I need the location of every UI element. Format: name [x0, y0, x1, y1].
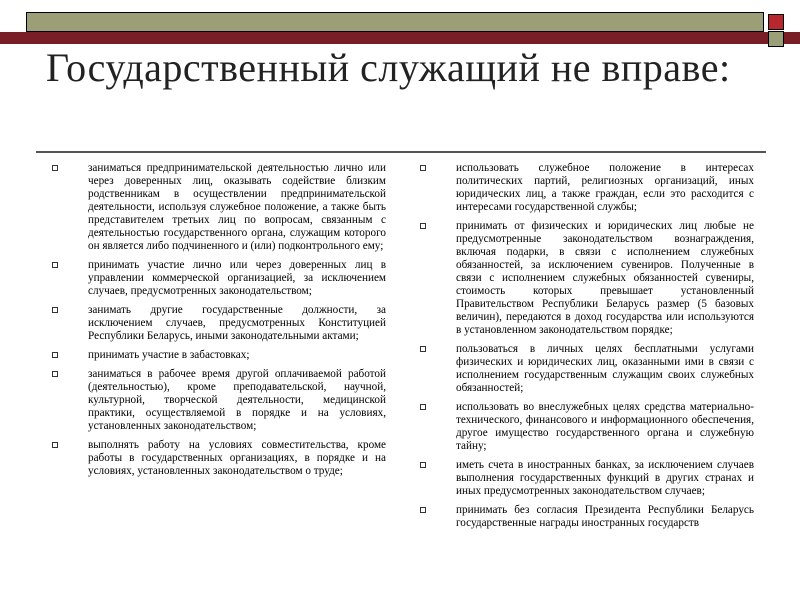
hollow-square-icon: [52, 442, 58, 448]
list-item-text: принимать без согласия Президента Республики Беларусь государственные награды иностранных государств: [456, 504, 754, 529]
list-item: [416, 343, 754, 395]
list-item-text: использовать служебное положение в интересах политических партий, религиозных организаций, иных юридических лиц, а также граждан, если это расходится с интересами государственной службы;: [456, 162, 754, 213]
list-item: [48, 368, 386, 433]
list-item-text: выполнять работу на условиях совместительства, кроме работы в государственных организациях, в порядке и на условиях, установленных законодательством о труде;: [88, 439, 386, 477]
list-item-text: использовать во внеслужебных целях средства материально-технического, финансового и информационного обеспечения, другое имущество государственного органа и служебную тайну;: [456, 401, 754, 452]
list-item: [48, 304, 386, 343]
list-item-text: принимать участие лично или через доверенных лиц в управлении коммерческой организацией, за исключением случаев, предусмотренных законодательством;: [88, 259, 386, 297]
hollow-square-icon: [420, 462, 426, 468]
hollow-square-icon: [420, 165, 426, 171]
list-item-text: принимать от физических и юридических лиц любые не предусмотренные законодательством вознаграждения, включая подарки, в связи с исполнением служебных обязанностей, за исключением сувениров. Полученные в связи с исполнением служебных обязанностей сувениры, стоимость которых превышает установленный Правительством Республики Беларусь размер (5 базовых величин), передаются в доход государства или используются в установленном законодательством порядке;: [456, 220, 754, 336]
hollow-square-icon: [52, 352, 58, 358]
hollow-square-icon: [52, 165, 58, 171]
hollow-square-icon: [52, 307, 58, 313]
list-item: [48, 259, 386, 298]
hollow-square-icon: [420, 223, 426, 229]
list-item-text: заниматься в рабочее время другой оплачиваемой работой (деятельностью), кроме преподавательской, научной, культурной, творческой деятельности, медицинской практики, осуществляемой в порядке и на условиях, установленных законодательством;: [88, 368, 386, 432]
title-divider: [36, 151, 766, 153]
right-column-list: [416, 162, 754, 536]
list-item: [416, 504, 754, 530]
hollow-square-icon: [420, 346, 426, 352]
slide-header-bar: [0, 10, 800, 46]
dark-red-band: [0, 32, 800, 44]
corner-square-olive: [768, 31, 784, 47]
hollow-square-icon: [52, 371, 58, 377]
list-item: [416, 459, 754, 498]
list-item-text: пользоваться в личных целях бесплатными услугами физических и юридических лиц, оказанными ими в связи с исполнением государственным служащим своих служебных обязанностей;: [456, 343, 754, 394]
page-title: Государственный служащий не вправе:: [46, 45, 731, 90]
list-item-text: занимать другие государственные должности, за исключением случаев, предусмотренных Конституцией Республики Беларусь, иными законодательными актами;: [88, 304, 386, 342]
left-column-list: [48, 162, 386, 484]
list-item: [416, 220, 754, 337]
list-item: [48, 439, 386, 478]
hollow-square-icon: [52, 262, 58, 268]
list-item-text: иметь счета в иностранных банках, за исключением случаев выполнения государственных функций в других странах и иных предусмотренных законодательством случаев;: [456, 459, 754, 497]
list-item-text: заниматься предпринимательской деятельностью лично или через доверенных лиц, оказывать содействие близким родственникам в осуществлении предпринимательской деятельности, используя служебное положение, а также быть представителем третьих лиц по вопросам, связанным с деятельностью государственного органа, служащим которого он является либо подчиненного и (или) подконтрольного ему;: [88, 162, 386, 252]
olive-band: [26, 12, 764, 32]
list-item: [48, 162, 386, 253]
hollow-square-icon: [420, 507, 426, 513]
list-item: [48, 349, 386, 362]
list-item: [416, 401, 754, 453]
list-item: [416, 162, 754, 214]
list-item-text: принимать участие в забастовках;: [88, 349, 250, 361]
corner-square-red: [768, 14, 784, 30]
hollow-square-icon: [420, 404, 426, 410]
